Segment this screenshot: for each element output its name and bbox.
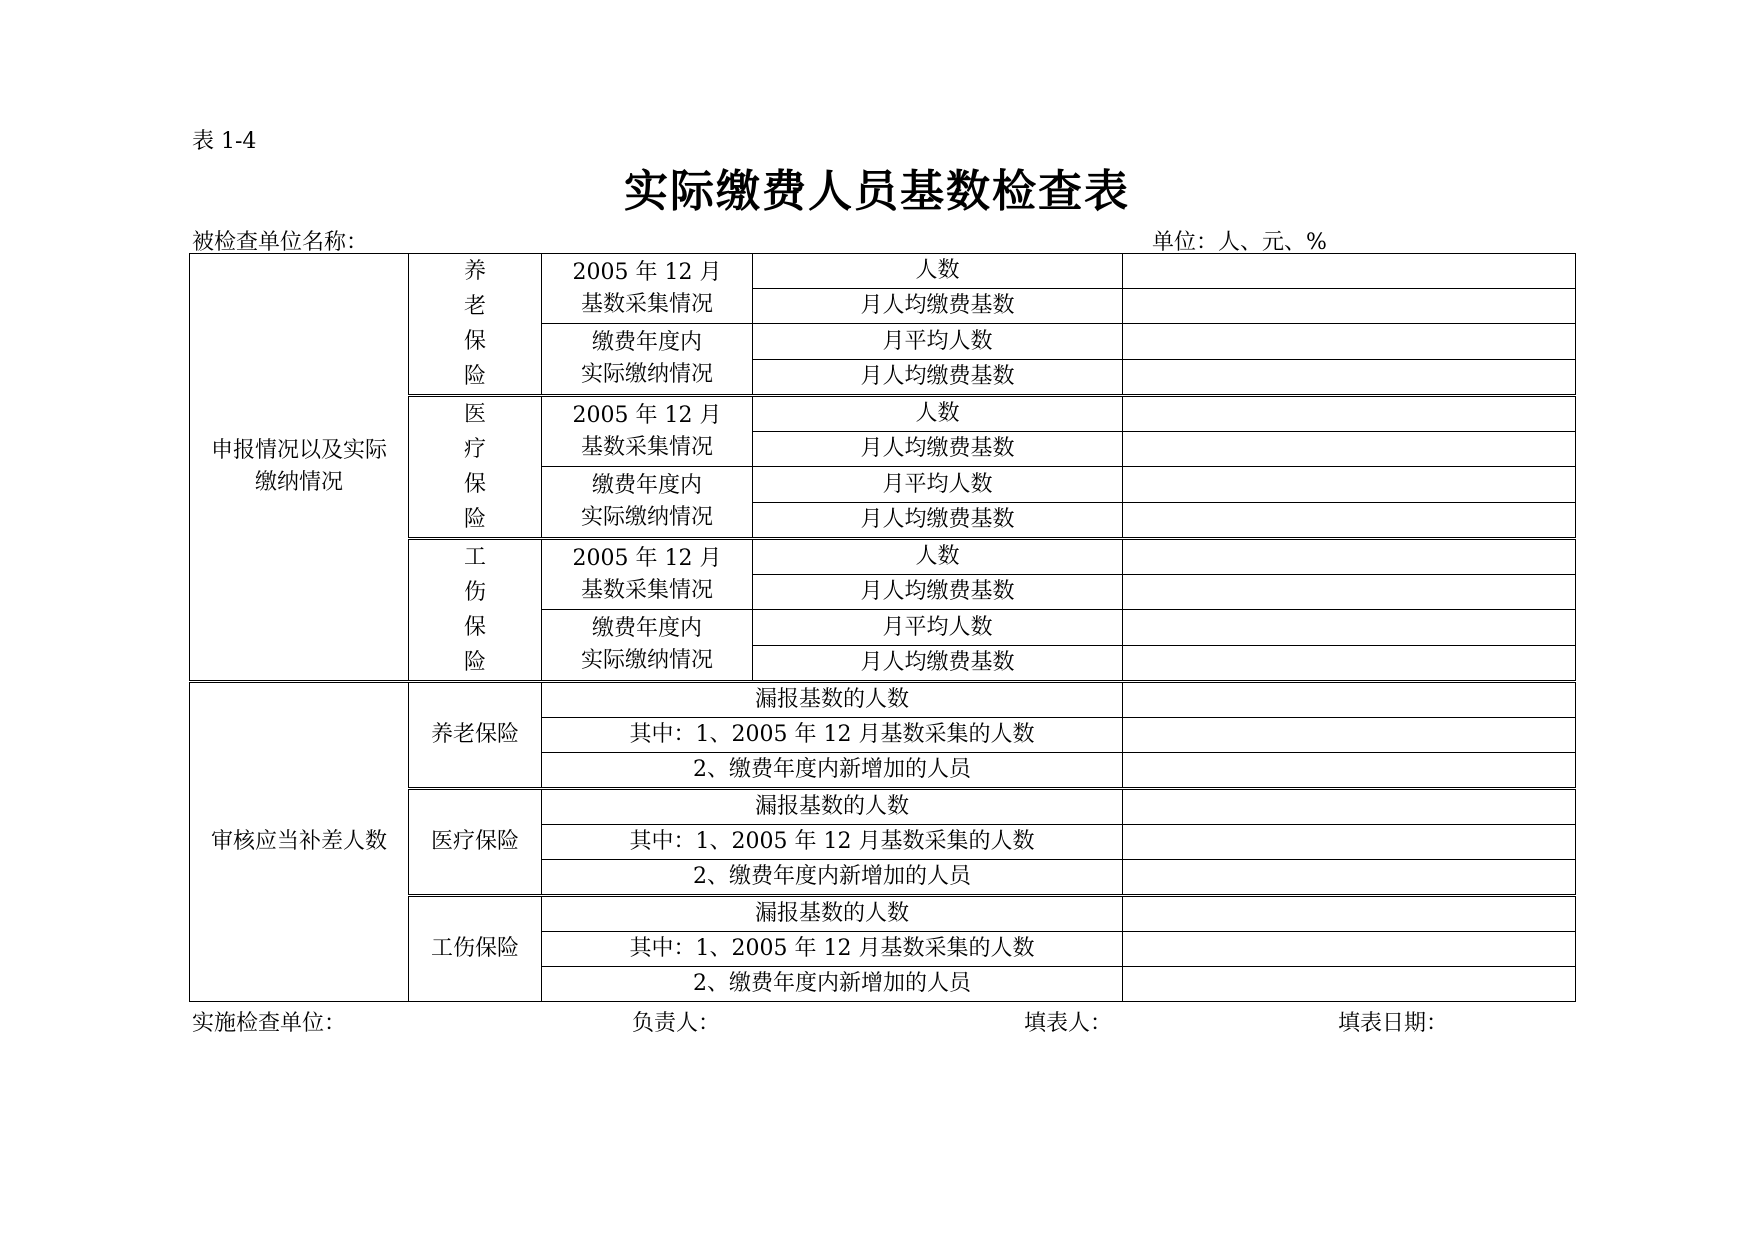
item-label: 人数 — [753, 254, 1123, 289]
value-cell[interactable] — [1123, 753, 1576, 789]
value-cell[interactable] — [1123, 860, 1576, 896]
item-label: 其中：1、2005 年 12 月基数采集的人数 — [542, 718, 1123, 753]
item-label: 人数 — [753, 539, 1123, 575]
value-cell[interactable] — [1123, 360, 1576, 396]
value-cell[interactable] — [1123, 825, 1576, 860]
period-base-collection: 2005 年 12 月 基数采集情况 — [542, 396, 753, 467]
item-label: 月人均缴费基数 — [753, 646, 1123, 682]
insurance-type-medical: 医 疗 保 险 — [409, 396, 542, 539]
value-cell[interactable] — [1123, 789, 1576, 825]
section-header-audit-shortfall: 审核应当补差人数 — [190, 682, 409, 1002]
period-actual-payment: 缴费年度内 实际缴纳情况 — [542, 610, 753, 682]
item-label: 月平均人数 — [753, 610, 1123, 646]
value-cell[interactable] — [1123, 682, 1576, 718]
period-actual-payment: 缴费年度内 实际缴纳情况 — [542, 324, 753, 396]
item-label: 人数 — [753, 396, 1123, 432]
unit-note: 单位：人、元、% — [1152, 230, 1327, 255]
period-base-collection: 2005 年 12 月 基数采集情况 — [542, 539, 753, 610]
section-header-declared-actual: 申报情况以及实际缴纳情况 — [190, 254, 409, 682]
item-label: 2、缴费年度内新增加的人员 — [542, 860, 1123, 896]
item-label: 其中：1、2005 年 12 月基数采集的人数 — [542, 825, 1123, 860]
value-cell[interactable] — [1123, 254, 1576, 289]
item-label: 月人均缴费基数 — [753, 575, 1123, 610]
value-cell[interactable] — [1123, 503, 1576, 539]
item-label: 其中：1、2005 年 12 月基数采集的人数 — [542, 932, 1123, 967]
document-title: 实际缴费人员基数检查表 — [624, 166, 1130, 217]
item-label: 月人均缴费基数 — [753, 289, 1123, 324]
table-row — [190, 682, 1576, 718]
item-label: 月人均缴费基数 — [753, 360, 1123, 396]
item-label: 2、缴费年度内新增加的人员 — [542, 753, 1123, 789]
table-number-label: 表 1-4 — [192, 129, 257, 154]
insurance-type-pension: 养老保险 — [409, 682, 542, 789]
footer-inspecting-unit-label: 实施检查单位： — [192, 1011, 347, 1036]
insurance-type-work-injury: 工伤保险 — [409, 896, 542, 1002]
footer-form-filler-label: 填表人： — [1024, 1011, 1113, 1036]
value-cell[interactable] — [1123, 396, 1576, 432]
value-cell[interactable] — [1123, 967, 1576, 1002]
item-label: 漏报基数的人数 — [542, 682, 1123, 718]
period-base-collection: 2005 年 12 月 基数采集情况 — [542, 254, 753, 324]
item-label: 漏报基数的人数 — [542, 896, 1123, 932]
item-label: 2、缴费年度内新增加的人员 — [542, 967, 1123, 1002]
period-actual-payment: 缴费年度内 实际缴纳情况 — [542, 467, 753, 539]
item-label: 月人均缴费基数 — [753, 503, 1123, 539]
insurance-type-medical: 医疗保险 — [409, 789, 542, 896]
value-cell[interactable] — [1123, 467, 1576, 503]
value-cell[interactable] — [1123, 610, 1576, 646]
insurance-type-pension: 养 老 保 险 — [409, 254, 542, 396]
footer-fill-date-label: 填表日期： — [1338, 1011, 1449, 1036]
value-cell[interactable] — [1123, 539, 1576, 575]
item-label: 月平均人数 — [753, 324, 1123, 360]
value-cell[interactable] — [1123, 432, 1576, 467]
item-label: 漏报基数的人数 — [542, 789, 1123, 825]
item-label: 月平均人数 — [753, 467, 1123, 503]
value-cell[interactable] — [1123, 646, 1576, 682]
footer-responsible-person-label: 负责人： — [632, 1011, 721, 1036]
insurance-type-work-injury: 工 伤 保 险 — [409, 539, 542, 682]
inspection-table — [189, 253, 1576, 1002]
value-cell[interactable] — [1123, 289, 1576, 324]
value-cell[interactable] — [1123, 324, 1576, 360]
item-label: 月人均缴费基数 — [753, 432, 1123, 467]
value-cell[interactable] — [1123, 575, 1576, 610]
value-cell[interactable] — [1123, 932, 1576, 967]
value-cell[interactable] — [1123, 718, 1576, 753]
value-cell[interactable] — [1123, 896, 1576, 932]
table-row — [190, 254, 1576, 289]
inspected-unit-label: 被检查单位名称： — [192, 230, 369, 255]
